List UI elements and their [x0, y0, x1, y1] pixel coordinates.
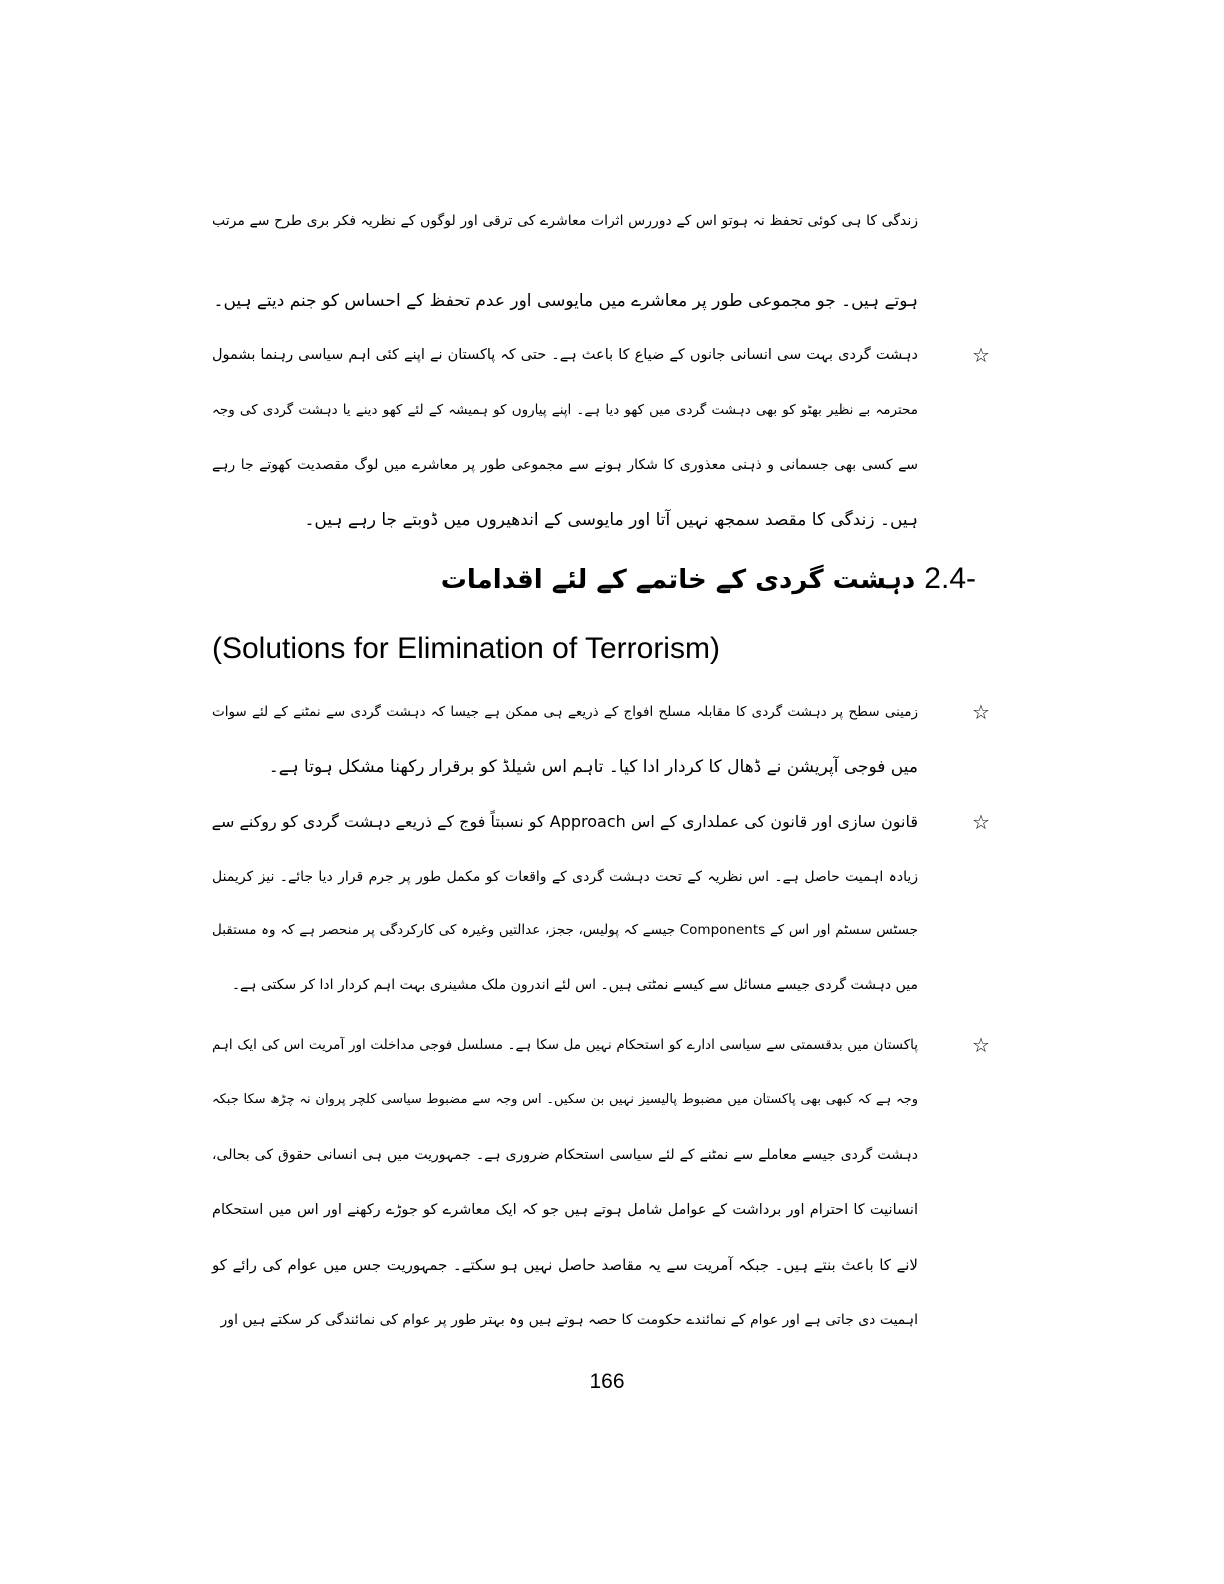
- section-heading: [441, 562, 990, 596]
- paragraph-line: لانے کا باعث بنتے ہیں۔ جبکہ آمریت سے یہ مقاصد حاصل نہیں ہو سکتے۔ جمہوریت جس میں عوام کی رائے کو: [212, 1256, 918, 1274]
- paragraph-line: انسانیت کا احترام اور برداشت کے عوامل شامل ہوتے ہیں جو کہ ایک معاشرے کو جوڑے رکھنے اور اس میں استحکام: [212, 1202, 918, 1218]
- paragraph-line: پاکستان میں بدقسمتی سے سیاسی ادارے کو استحکام نہیں مل سکا ہے۔ مسلسل فوجی مداخلت اور آمریت اس کی ایک اہم: [212, 1037, 918, 1053]
- paragraph-line: اہمیت دی جاتی ہے اور عوام کے نمائندے حکومت کا حصہ ہوتے ہیں وہ بہتر طور پر عوام کی نمائندگی کر سکتے ہیں اور: [220, 1312, 918, 1328]
- paragraph-line: میں فوجی آپریشن نے ڈھال کا کردار ادا کیا۔ تاہم اس شیلڈ کو برقرار رکھنا مشکل ہوتا ہے۔: [268, 757, 918, 777]
- paragraph-line: قانون سازی اور قانون کی عملداری کے اس Approach کو نسبتاً فوج کے ذریعے دہشت گردی کو روکنے سے: [211, 812, 918, 831]
- section-number: 2.4-: [924, 562, 976, 595]
- paragraph-line: دہشت گردی بہت سی انسانی جانوں کے ضیاع کا باعث ہے۔ حتی کہ پاکستان نے اپنے کئی اہم سیاسی رہنما بشمول: [212, 347, 918, 363]
- paragraph-line: میں دہشت گردی جیسے مسائل سے کیسے نمٹتی ہیں۔ اس لئے اندرون ملک مشینری بہت اہم کردار ادا کر سکتی ہے۔: [231, 977, 918, 993]
- paragraph-line: زندگی کا ہی کوئی تحفظ نہ ہوتو اس کے دوررس اثرات معاشرے کی ترقی اور لوگوں کے نظریہ فکر بری طرح سے مرتب: [212, 213, 918, 229]
- paragraph-line: جسٹس سسٹم اور اس کے Components جیسے کہ پولیس، ججز، عدالتیں وغیرہ کی کارکردگی پر منحصر ہے کہ وہ مستقبل: [212, 922, 918, 938]
- star-bullet-icon: ☆: [972, 810, 990, 834]
- star-bullet-icon: ☆: [972, 343, 990, 367]
- star-bullet-icon: ☆: [972, 700, 990, 724]
- paragraph-line: ہیں۔ زندگی کا مقصد سمجھ نہیں آتا اور مایوسی کے اندھیروں میں ڈوبتے جا رہے ہیں۔: [304, 510, 918, 530]
- star-bullet-icon: ☆: [972, 1033, 990, 1057]
- section-title-urdu: دہشت گردی کے خاتمے کے لئے اقدامات: [440, 565, 916, 595]
- paragraph-line: ہوتے ہیں۔ جو مجموعی طور پر معاشرے میں مایوسی اور عدم تحفظ کے احساس کو جنم دیتے ہیں۔: [213, 291, 918, 311]
- paragraph-line: زمینی سطح پر دہشت گردی کا مقابلہ مسلح افواج کے ذریعے ہی ممکن ہے جیسا کہ دہشت گردی سے نمٹنے کے لئے سوات: [212, 704, 918, 720]
- paragraph-line: محترمہ بے نظیر بھٹو کو بھی دہشت گردی میں کھو دیا ہے۔ اپنے پیاروں کو ہمیشہ کے لئے کھو دینے یا دہشت گردی کی وجہ: [212, 402, 918, 418]
- paragraph-line: دہشت گردی جیسے معاملے سے نمٹنے کے لئے سیاسی استحکام ضروری ہے۔ جمہوریت میں ہی انسانی حقوق کی بحالی،: [212, 1147, 918, 1163]
- paragraph-line: زیادہ اہمیت حاصل ہے۔ اس نظریہ کے تحت دہشت گردی کے واقعات کو مکمل طور پر جرم قرار دیا جائے۔ نیز کریمنل: [212, 869, 918, 885]
- section-title-english: (Solutions for Elimination of Terrorism): [212, 632, 720, 665]
- paragraph-line: وجہ ہے کہ کبھی بھی پاکستان میں مضبوط پالیسیز نہیں بن سکیں۔ اس وجہ سے مضبوط سیاسی کلچر پروان نہ چڑھ سکا جبکہ: [212, 1092, 918, 1107]
- page-number: 166: [589, 1370, 625, 1393]
- paragraph-line: سے کسی بھی جسمانی و ذہنی معذوری کا شکار ہونے سے مجموعی طور پر معاشرے میں لوگ مقصدیت کھوتے جا رہے: [212, 457, 918, 473]
